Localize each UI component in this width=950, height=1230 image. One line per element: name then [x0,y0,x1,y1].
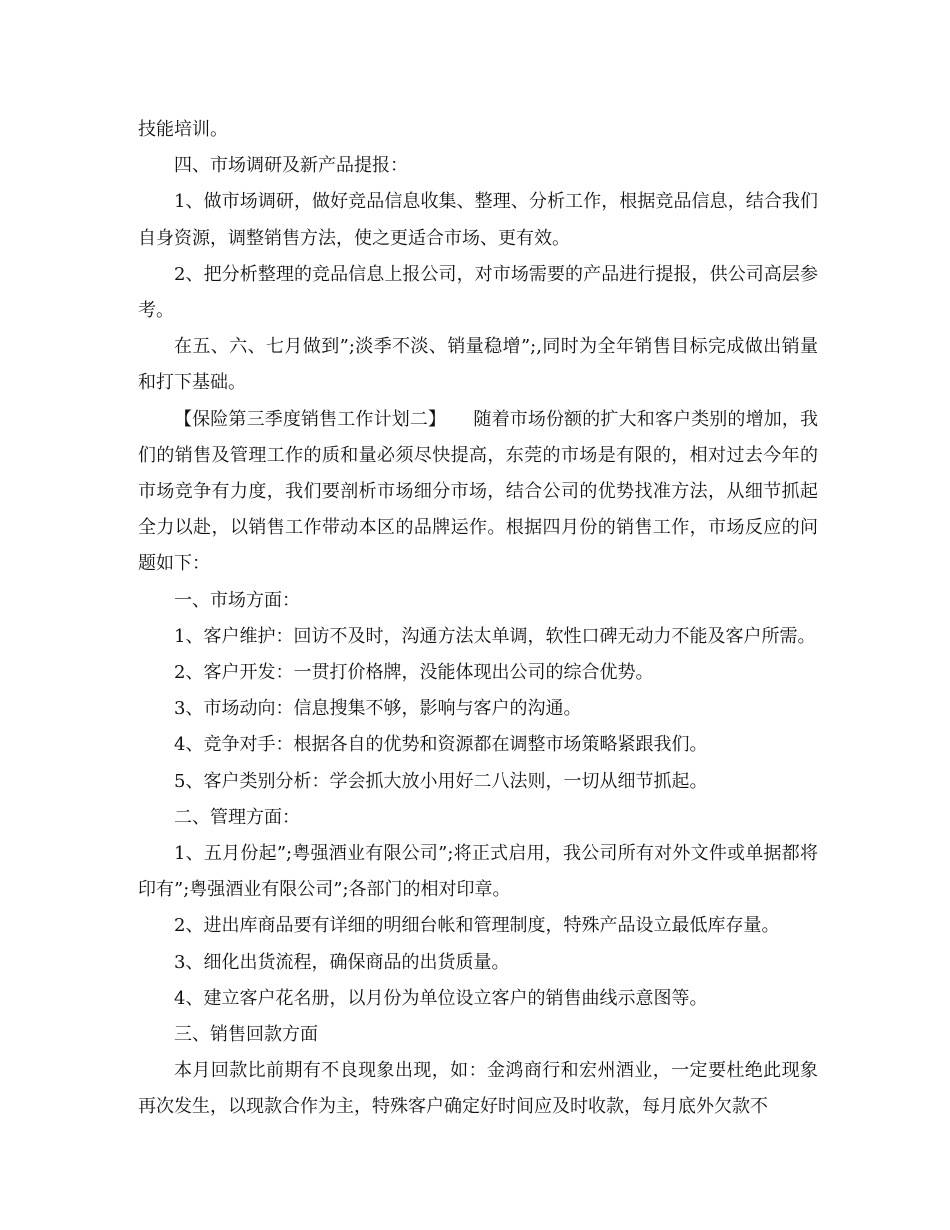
paragraph-customer-analysis: 5、客户类别分析：学会抓大放小用好二八法则，一切从细节抓起。 [174,770,708,792]
paragraph-skills-training: 技能培训。 [138,119,228,140]
paragraph-market-research-1: 1、做市场调研，做好竞品信息收集、整理、分析工作，根据竞品信息，结合我们自身资源，调整销售方法，使之更适合市场、更有效。 [138,191,818,249]
paragraph-management-4: 4、建立客户花名册，以月份为单位设立客户的销售曲线示意图等。 [174,987,708,1009]
heading-management-aspect: 二、管理方面： [174,806,300,828]
paragraph-market-trend: 3、市场动向：信息搜集不够，影响与客户的沟通。 [174,698,582,720]
paragraph-management-2: 2、进出库商品要有详细的明细台帐和管理制度，特殊产品设立最低库存量。 [174,915,780,937]
paragraph-season-goal: 在五、六、七月做到”;淡季不淡、销量稳增”;,同时为全年销售目标完成做出销量和打下基础。 [138,336,818,394]
paragraph-market-research-2: 2、把分析整理的竞品信息上报公司，对市场需要的产品进行提报，供公司高层参考。 [138,263,818,322]
heading-market-research: 四、市场调研及新产品提报： [174,155,408,177]
heading-market-aspect: 一、市场方面： [174,589,300,611]
paragraph-management-1: 1、五月份起”;粤强酒业有限公司”;将正式启用，我公司所有对外文件或单据都将印有”;粤强酒业有限公司”;各部门的相对印章。 [138,843,818,901]
document-body [138,112,818,1126]
paragraph-competitors: 4、竞争对手：根据各自的优势和资源都在调整市场策略紧跟我们。 [174,734,708,756]
paragraph-customer-development: 2、客户开发：一贯打价格牌，没能体现出公司的综合优势。 [174,662,654,684]
paragraph-sales-collection: 本月回款比前期有不良现象出现，如：金鸿商行和宏州酒业，一定要杜绝此现象再次发生，以现款合作为主，特殊客户确定好时间应及时收款，每月底外欠款不 [138,1060,818,1118]
paragraph-customer-maintenance: 1、客户维护：回访不及时，沟通方法太单调，软性口碑无动力不能及客户所需。 [174,625,816,647]
paragraph-plan-two-intro: 【保险第三季度销售工作计划二】 随着市场份额的扩大和客户类别的增加，我们的销售及管理工作的质和量必须尽快提高，东莞的市场是有限的，相对过去今年的市场竞争有力度，我们要剖析市场细分市场，结合公司的优势找准方法，从细节抓起全力以赴，以销售工作带动本区的品牌运作。根据四月份的销售工作，市场反应的问题如下： [138,408,818,575]
heading-sales-collection: 三、销售回款方面 [174,1024,318,1046]
paragraph-management-3: 3、细化出货流程，确保商品的出货质量。 [174,951,510,973]
